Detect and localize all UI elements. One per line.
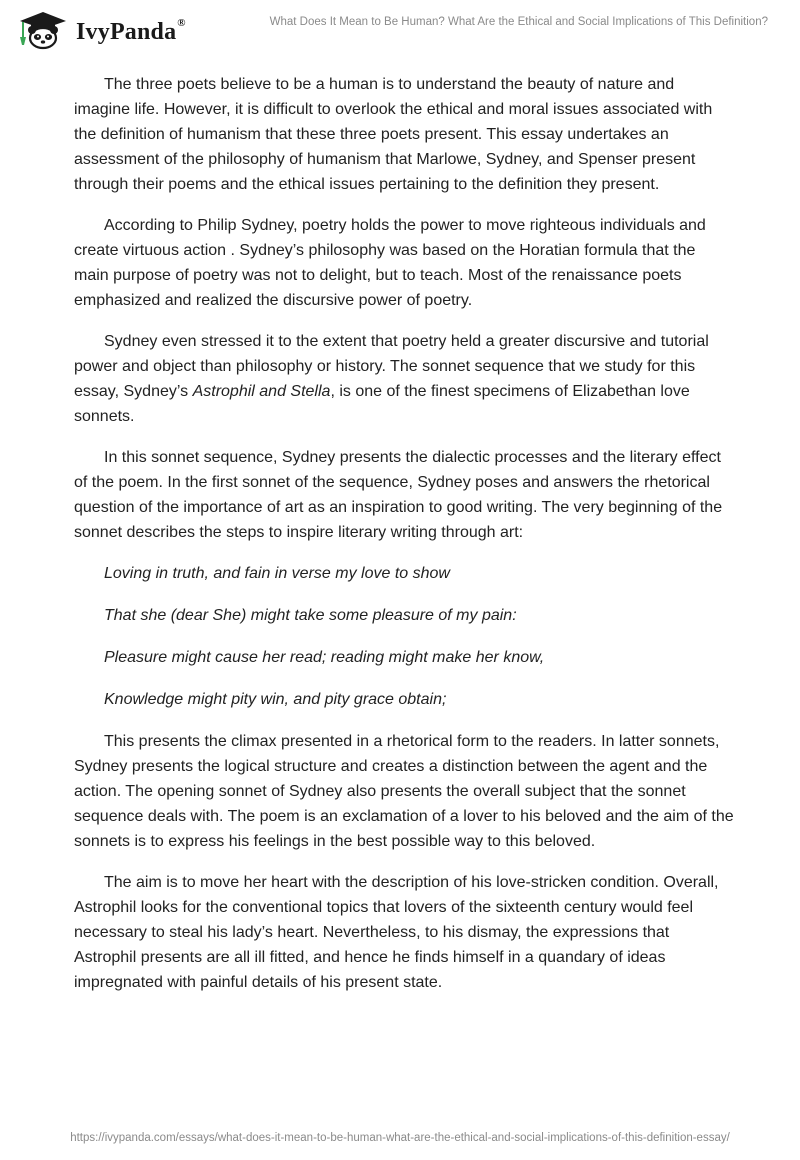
page-header	[0, 0, 800, 60]
verse-line-2: That she (dear She) might take some pleasure of my pain:	[104, 607, 517, 624]
work-title-italic: Astrophil and Stella	[192, 383, 331, 400]
paragraph-3	[74, 329, 734, 429]
document-title: What Does It Mean to Be Human? What Are the Ethical and Social Implications of This Definition?	[269, 16, 768, 28]
verse-line-4: Knowledge might pity win, and pity grace obtain;	[104, 691, 447, 708]
paragraph-3-text-a: Sydney even stressed it to the extent that poetry held a greater discursive and tutorial power and object than philosophy or history. The sonnet sequence that we study for this essay, Sydney’s	[74, 333, 709, 400]
paragraph-4: In this sonnet sequence, Sydney presents the dialectic processes and the literary effect of the poem. In the first sonnet of the sequence, Sydney poses and answers the rhetorical question of the importance of art as an inspiration to good writing. The very beginning of the sonnet describes the steps to inspire literary writing through art:	[74, 449, 723, 541]
paragraph-1: The three poets believe to be a human is to understand the beauty of nature and imagine life. However, it is difficult to overlook the ethical and moral issues associated with the definition of humanism that these three poets present. This essay undertakes an assessment of the philosophy of humanism that Marlowe, Sydney, and Spenser present through their poems and the ethical issues pertaining to the definition they present.	[74, 76, 713, 193]
registered-mark: ®	[177, 16, 186, 29]
paragraph-6: The aim is to move her heart with the description of his love-stricken condition. Overall, Astrophil looks for the conventional topics that lovers of the sixteenth century would feel necessary to steal his lady’s heart. Nevertheless, to his dismay, the expressions that Astrophil presents are all ill fitted, and hence he finds himself in a quandary of ideas impregnated with painful details of his present state.	[74, 874, 719, 991]
paragraph-2: According to Philip Sydney, poetry holds the power to move righteous individuals and create virtuous action . Sydney’s philosophy was based on the Horatian formula that the main purpose of poetry was not to delight, but to teach. Most of the renaissance poets emphasized and realized the discursive power of poetry.	[74, 217, 706, 309]
ivypanda-logo[interactable]	[14, 10, 186, 50]
verse-line-3: Pleasure might cause her read; reading might make her know,	[104, 649, 545, 666]
panda-graduate-icon	[14, 10, 72, 50]
paragraph-5: This presents the climax presented in a rhetorical form to the readers. In latter sonnets, Sydney presents the logical structure and creates a distinction between the agent and the action. The opening sonnet of Sydney also presents the overall subject that the sonnet sequence deals with. The poem is an exclamation of a lover to his beloved and the aim of the sonnets is to express his feelings in the best possible way to this beloved.	[74, 733, 734, 850]
brand-name: IvyPanda®	[76, 16, 186, 45]
verse-line-1: Loving in truth, and fain in verse my love to show	[104, 565, 450, 582]
paragraph-3-text-b: , is one of the finest specimens of Elizabethan love sonnets.	[74, 383, 690, 425]
essay-body	[74, 72, 734, 1011]
source-url[interactable]: https://ivypanda.com/essays/what-does-it-mean-to-be-human-what-are-the-ethical-and-social-implications-of-this-definition-essay/	[70, 1132, 730, 1144]
